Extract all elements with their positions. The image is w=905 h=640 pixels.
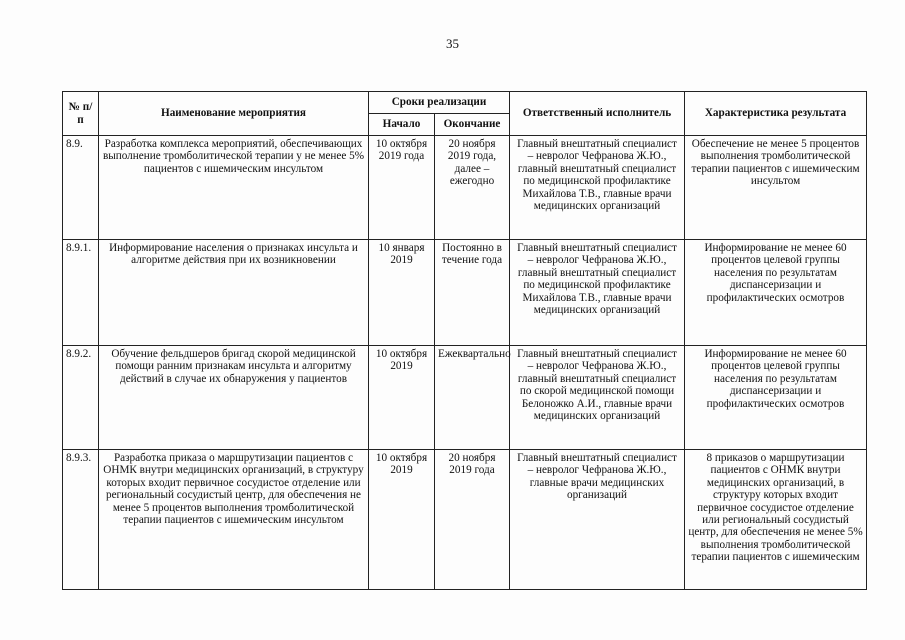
row-result: Информирование не менее 60 процентов целевой группы населения по результатам диспансеризации и профилактических осмотров xyxy=(685,346,867,450)
row-num: 8.9. xyxy=(63,136,99,240)
header-end: Окончание xyxy=(435,114,510,136)
table-row xyxy=(63,346,867,450)
row-responsible: Главный внештатный специалист – невролог Чефранова Ж.Ю., главный внештатный специалист по медицинской профилактике Михайлова Т.В., главные врачи медицинских организаций xyxy=(510,136,685,240)
row-result: Обеспечение не менее 5 процентов выполнения тромболитической терапии пациентов с ишемическим инсультом xyxy=(685,136,867,240)
header-result: Характеристика результата xyxy=(685,92,867,136)
row-end: 20 ноября 2019 года xyxy=(435,450,510,590)
row-result: Информирование не менее 60 процентов целевой группы населения по результатам диспансеризации и профилактических осмотров xyxy=(685,240,867,346)
row-end: Постоянно в течение года xyxy=(435,240,510,346)
header-name: Наименование мероприятия xyxy=(99,92,369,136)
table-header-row xyxy=(63,92,867,114)
row-responsible: Главный внештатный специалист – невролог Чефранова Ж.Ю., главный внештатный специалист по медицинской профилактике Михайлова Т.В., главные врачи медицинских организаций xyxy=(510,240,685,346)
row-start: 10 октября 2019 года xyxy=(369,136,435,240)
header-responsible: Ответственный исполнитель xyxy=(510,92,685,136)
header-terms: Сроки реализации xyxy=(369,92,510,114)
table-row xyxy=(63,450,867,590)
row-start: 10 октября 2019 xyxy=(369,450,435,590)
row-responsible: Главный внештатный специалист – невролог Чефранова Ж.Ю., главные врачи медицинских организаций xyxy=(510,450,685,590)
row-name: Информирование населения о признаках инсульта и алгоритме действия при их возникновении xyxy=(99,240,369,346)
row-name: Разработка приказа о маршрутизации пациентов с ОНМК внутри медицинских организаций, в структуру которых входит первичное сосудистое отделение или региональный сосудистый центр, для обеспечения не менее 5 процентов выполнения тромболитической терапии пациентов с ишемическим инсультом xyxy=(99,450,369,590)
row-end: Ежеквартально xyxy=(435,346,510,450)
row-name: Обучение фельдшеров бригад скорой медицинской помощи ранним признакам инсульта и алгоритму действий в случае их обнаружения у пациентов xyxy=(99,346,369,450)
row-num: 8.9.1. xyxy=(63,240,99,346)
action-plan-table xyxy=(62,91,867,590)
page-number: 35 xyxy=(446,36,459,51)
row-num: 8.9.3. xyxy=(63,450,99,590)
row-responsible: Главный внештатный специалист – невролог Чефранова Ж.Ю., главный внештатный специалист по скорой медицинской помощи Белоножко А.И., главные врачи медицинских организаций xyxy=(510,346,685,450)
row-name: Разработка комплекса мероприятий, обеспечивающих выполнение тромболитической терапии у не менее 5% пациентов с ишемическим инсультом xyxy=(99,136,369,240)
header-start: Начало xyxy=(369,114,435,136)
row-start: 10 октября 2019 xyxy=(369,346,435,450)
table-row xyxy=(63,240,867,346)
row-end: 20 ноября 2019 года, далее – ежегодно xyxy=(435,136,510,240)
header-num: № п/п xyxy=(63,92,99,136)
row-result: 8 приказов о маршрутизации пациентов с ОНМК внутри медицинских организаций, в структуру которых входит первичное сосудистое отделение или региональный сосудистый центр, для обеспечения не менее 5% выполнения тромболитической терапии пациентов с ишемическим xyxy=(685,450,867,590)
row-start: 10 января 2019 xyxy=(369,240,435,346)
row-num: 8.9.2. xyxy=(63,346,99,450)
table-row xyxy=(63,136,867,240)
